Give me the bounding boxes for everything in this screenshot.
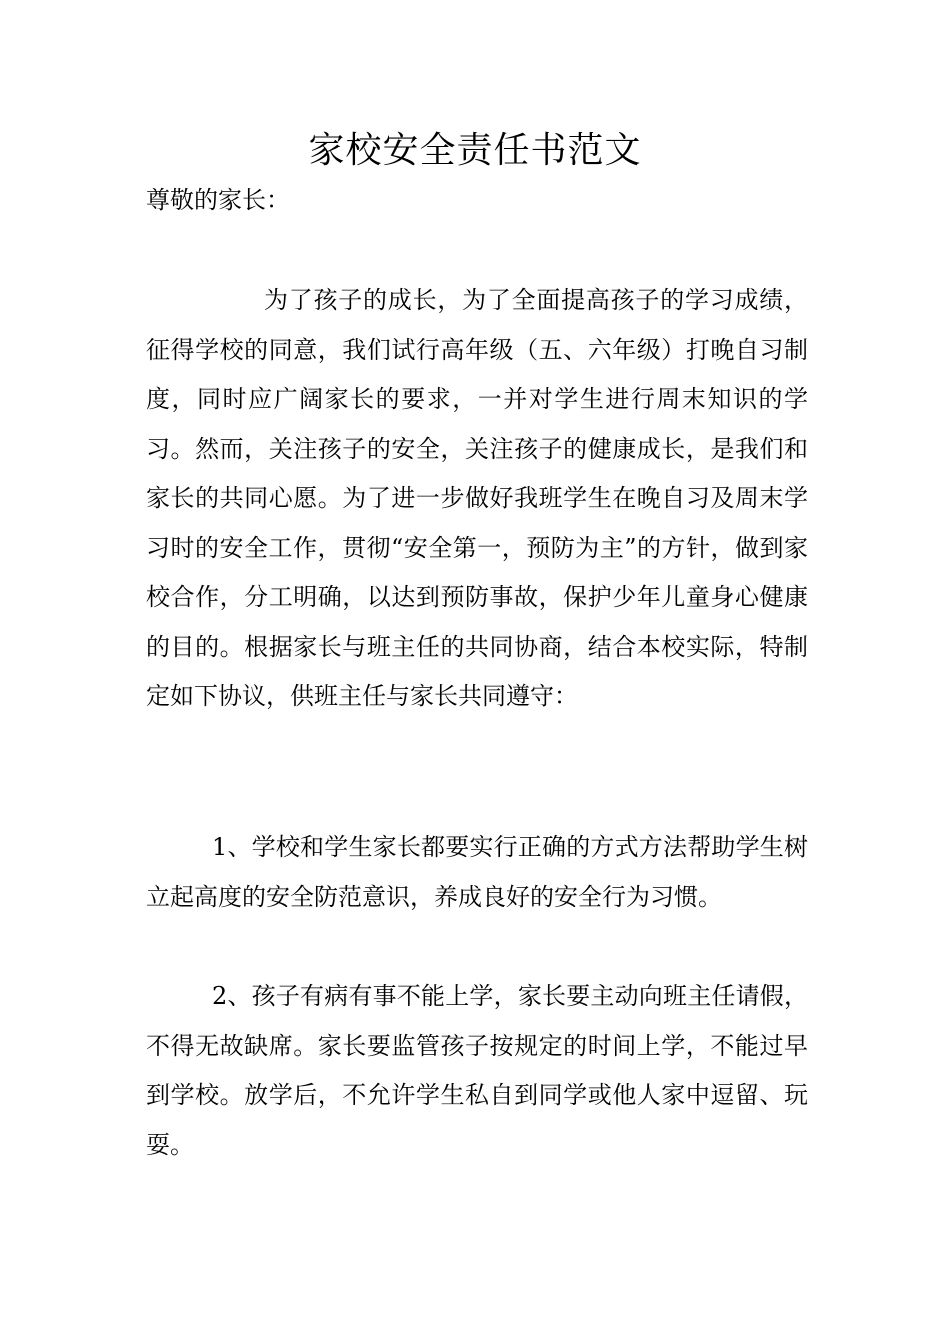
salutation: 尊敬的家长： (146, 186, 290, 214)
paragraph-item-2: 2、孩子有病有事不能上学，家长要主动向班主任请假，不得无故缺席。家长要监管孩子按规定的时间上学，不能过早到学校。放学后，不允许学生私自到同学或他人家中逗留、玩耍。 (146, 982, 808, 1159)
paragraph-intro: 为了孩子的成长，为了全面提高孩子的学习成绩，征得学校的同意，我们试行高年级（五、六年级）打晚自习制度，同时应广阔家长的要求，一并对学生进行周末知识的学习。然而，关注孩子的安全，关注孩子的健康成长，是我们和家长的共同心愿。为了进一步做好我班学生在晚自习及周末学习时的安全工作，贯彻“安全第一，预防为主”的方针，做到家校合作，分工明确，以达到预防事故，保护少年儿童身心健康的目的。根据家长与班主任的共同协商，结合本校实际，特制定如下协议，供班主任与家长共同遵守： (146, 286, 808, 710)
document-title: 家校安全责任书范文 (308, 130, 642, 171)
paragraph-item-1: 1、学校和学生家长都要实行正确的方式方法帮助学生树立起高度的安全防范意识，养成良好的安全行为习惯。 (146, 833, 808, 911)
